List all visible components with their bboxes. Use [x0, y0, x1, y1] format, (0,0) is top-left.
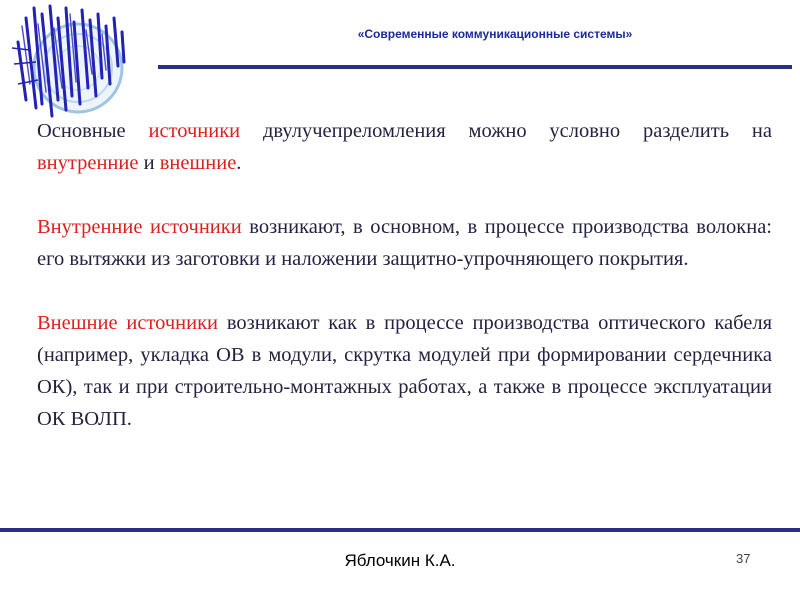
text-run: . — [236, 152, 242, 174]
slide-body — [37, 115, 772, 467]
page-number: 37 — [736, 551, 751, 566]
footer-divider — [0, 528, 800, 532]
highlight-run: Внутренние источники — [37, 216, 242, 238]
paragraph-2 — [37, 211, 772, 275]
highlight-run: внешние — [159, 152, 237, 174]
footer-author: Яблочкин К.А. — [344, 551, 456, 570]
header-divider — [158, 65, 792, 69]
text-run: и — [138, 152, 160, 174]
paragraph-1 — [37, 115, 772, 179]
text-run: Основные — [37, 120, 149, 142]
fiber-globe-logo-icon — [8, 4, 134, 122]
header-title: «Современные коммуникационные системы» — [357, 27, 633, 41]
paragraph-3 — [37, 307, 772, 435]
highlight-run: внутренние — [37, 152, 139, 174]
highlight-run: источники — [148, 120, 241, 142]
highlight-run: Внешние источники — [37, 312, 219, 334]
text-run: возникают, в основном, в процессе производства волокна: его вытяжки из заготовки и наложении защитно-упрочняющего покрытия. — [37, 216, 773, 270]
text-run: возникают как в процессе производства оптического кабеля (например, укладка ОВ в модули, скрутка модулей при формировании сердечника ОК), так и при строительно-монтажных работах, а также в процессе эксплуатации ОК ВОЛП. — [37, 312, 773, 430]
text-run: двулучепреломления можно условно разделить на — [240, 120, 772, 142]
